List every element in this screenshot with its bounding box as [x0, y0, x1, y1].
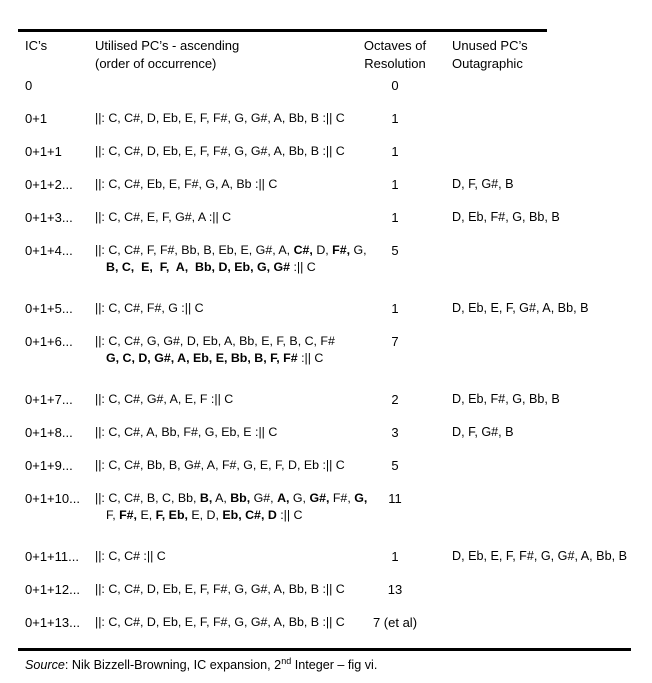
pcs-line: ||: C, C#, D, Eb, E, F, F#, G, G#, A, Bb, B :|| C — [95, 144, 345, 158]
ic-cell: 0+1+4... — [25, 243, 73, 258]
ic-cell: 0+1+6... — [25, 334, 73, 349]
ic-cell: 0+1+1 — [25, 144, 62, 159]
pcs-line: ||: C, C#, F#, G :|| C — [95, 301, 204, 315]
header-unused-line1: Unused PC’s — [452, 38, 528, 53]
pcs-cell — [95, 242, 367, 276]
header-octaves-line1: Octaves of — [363, 38, 427, 53]
header-octaves-line2: Resolution — [364, 56, 426, 71]
pcs-line: ||: C, C#, Bb, B, G#, A, F#, G, E, F, D, Eb :|| C — [95, 458, 345, 472]
unused-cell: D, F, G#, B — [452, 425, 514, 439]
octaves-cell: 3 — [391, 425, 399, 440]
pcs-cell — [95, 457, 357, 474]
pcs-line: ||: C, C#, D, Eb, E, F, F#, G, G#, A, Bb, B :|| C — [95, 615, 345, 629]
octaves-cell: 0 — [391, 78, 399, 93]
header-utilised-line1: Utilised PC’s - ascending — [95, 38, 240, 53]
ic-cell: 0+1+5... — [25, 301, 73, 316]
bottom-rule — [18, 648, 631, 651]
ic-cell: 0 — [25, 78, 33, 93]
unused-cell — [433, 581, 646, 598]
table-row — [0, 548, 652, 565]
ic-cell: 0+1+2... — [25, 177, 73, 192]
unused-cell — [433, 490, 646, 524]
unused-cell — [433, 614, 646, 631]
pcs-line: G, C, D, G#, A, Eb, E, Bb, B, F, F# :|| C — [106, 351, 324, 365]
pcs-cell — [95, 209, 357, 226]
unused-cell — [433, 457, 646, 474]
header-ics — [25, 37, 95, 73]
pcs-line: ||: C, C#, E, F, G#, A :|| C — [95, 210, 232, 224]
ic-cell: 0+1+10... — [25, 491, 80, 506]
pcs-line: ||: C, C#, G, G#, D, Eb, A, Bb, E, F, B, C, F# — [95, 334, 335, 348]
table-body — [0, 77, 652, 631]
unused-cell — [433, 110, 646, 127]
table-row — [0, 300, 652, 317]
ic-cell: 0+1+13... — [25, 615, 80, 630]
pcs-cell — [95, 614, 357, 631]
pcs-cell — [95, 391, 357, 408]
ic-cell: 0+1+7... — [25, 392, 73, 407]
source-text: : Nik Bizzell-Browning, IC expansion, 2 — [64, 658, 282, 672]
ic-cell: 0+1 — [25, 111, 48, 126]
octaves-cell: 5 — [391, 458, 399, 473]
header-unused — [433, 37, 646, 73]
octaves-cell: 2 — [391, 392, 399, 407]
unused-cell — [433, 242, 646, 276]
pcs-cell — [95, 548, 357, 565]
pcs-line: ||: C, C#, B, C, Bb, B, A, Bb, G#, A, G, G#, F#, G, — [95, 491, 368, 505]
ic-cell: 0+1+8... — [25, 425, 73, 440]
pcs-line: F, F#, E, F, Eb, E, D, Eb, C#, D :|| C — [106, 508, 303, 522]
unused-cell: D, Eb, E, F, G#, A, Bb, B — [452, 301, 589, 315]
octaves-cell: 7 (et al) — [372, 615, 418, 630]
octaves-cell: 1 — [391, 111, 399, 126]
unused-cell: D, Eb, F#, G, Bb, B — [452, 210, 560, 224]
octaves-cell: 1 — [391, 549, 399, 564]
pcs-cell — [95, 424, 357, 441]
ic-cell: 0+1+9... — [25, 458, 73, 473]
octaves-cell: 7 — [391, 334, 399, 349]
header-utilised-pcs — [95, 37, 357, 73]
table-row — [0, 457, 652, 474]
ic-cell: 0+1+12... — [25, 582, 80, 597]
octaves-cell: 5 — [391, 243, 399, 258]
octaves-cell: 1 — [391, 144, 399, 159]
ic-cell: 0+1+3... — [25, 210, 73, 225]
pcs-line: ||: C, C#, D, Eb, E, F, F#, G, G#, A, Bb, B :|| C — [95, 111, 345, 125]
source-text-end: Integer – fig vi. — [291, 658, 378, 672]
source-superscript: nd — [281, 655, 292, 666]
pcs-line: ||: C, C#, D, Eb, E, F, F#, G, G#, A, Bb, B :|| C — [95, 582, 345, 596]
table-row — [0, 333, 652, 367]
pcs-line: ||: C, C#, A, Bb, F#, G, Eb, E :|| C — [95, 425, 278, 439]
unused-cell — [433, 143, 646, 160]
octaves-cell: 1 — [391, 301, 399, 316]
table-row — [0, 176, 652, 193]
unused-cell: D, Eb, F#, G, Bb, B — [452, 392, 560, 406]
table-row — [0, 209, 652, 226]
pcs-cell — [95, 581, 357, 598]
pcs-cell — [95, 333, 357, 367]
octaves-cell: 13 — [387, 582, 403, 597]
unused-cell — [433, 77, 646, 94]
table-row — [0, 242, 652, 276]
unused-cell: D, F, G#, B — [452, 177, 514, 191]
pcs-line: B, C, E, F, A, Bb, D, Eb, G, G# :|| C — [106, 260, 316, 274]
pcs-cell — [95, 110, 357, 127]
source-label: Source — [25, 658, 65, 672]
octaves-cell: 1 — [391, 210, 399, 225]
pcs-cell — [95, 77, 357, 94]
pcs-cell — [95, 143, 357, 160]
table-row — [0, 424, 652, 441]
octaves-cell: 11 — [388, 491, 402, 506]
pcs-line: ||: C, C#, Eb, E, F#, G, A, Bb :|| C — [95, 177, 278, 191]
octaves-cell: 1 — [391, 177, 399, 192]
unused-cell: D, Eb, E, F, F#, G, G#, A, Bb, B — [452, 549, 627, 563]
table-row — [0, 490, 652, 524]
pcs-cell — [95, 300, 357, 317]
source-caption — [0, 657, 652, 673]
table-row — [0, 110, 652, 127]
top-rule — [18, 29, 547, 32]
table-row — [0, 614, 652, 631]
table-row — [0, 143, 652, 160]
header-utilised-line2: (order of occurrence) — [95, 56, 217, 71]
table-header — [0, 37, 652, 73]
table-row — [0, 581, 652, 598]
ic-cell: 0+1+11... — [25, 549, 79, 564]
header-octaves — [357, 37, 433, 73]
pcs-line: ||: C, C#, F, F#, Bb, B, Eb, E, G#, A, C#, D, F#, G, — [95, 243, 367, 257]
pcs-cell — [95, 490, 368, 524]
table-row — [0, 77, 652, 94]
pcs-line: ||: C, C# :|| C — [95, 549, 166, 563]
unused-cell — [433, 333, 646, 367]
table-row — [0, 391, 652, 408]
pcs-cell — [95, 176, 357, 193]
pcs-line: ||: C, C#, G#, A, E, F :|| C — [95, 392, 234, 406]
header-ics-label: IC’s — [25, 38, 48, 53]
header-unused-line2: Outagraphic — [452, 56, 523, 71]
